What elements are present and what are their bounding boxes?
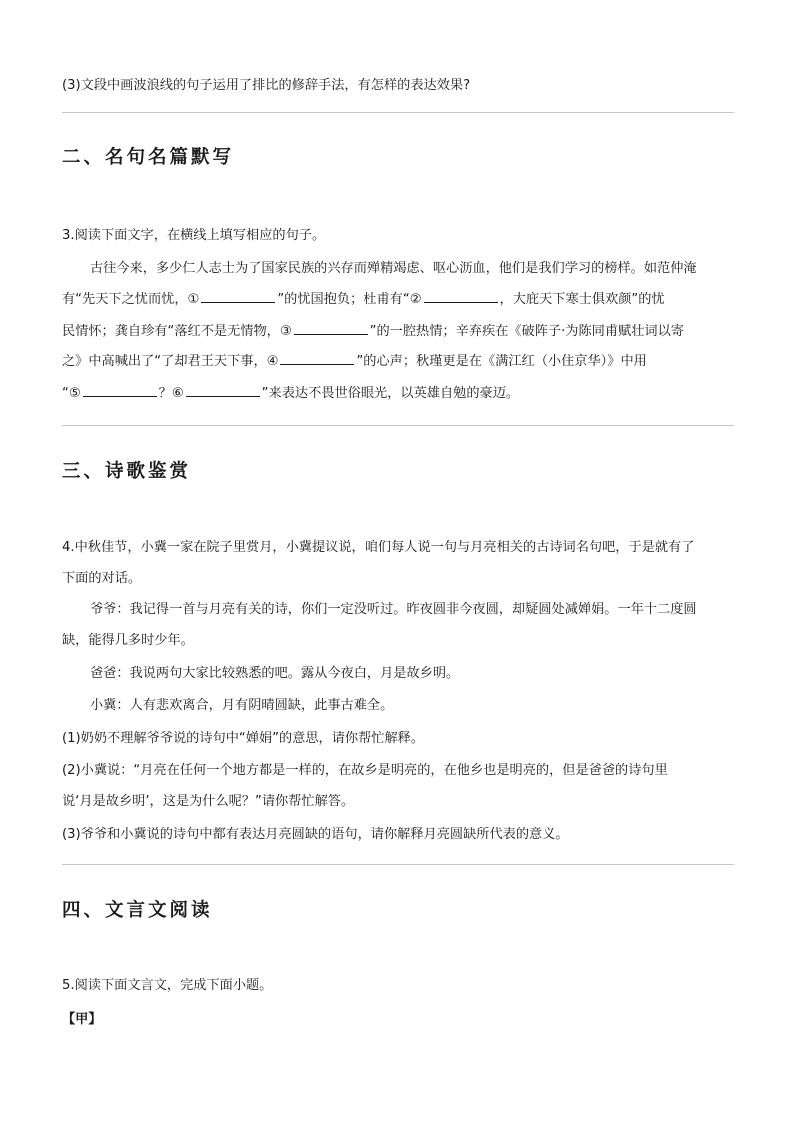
answer-blank-4[interactable]: [280, 352, 354, 365]
question-4-line: 下面的对话。: [62, 571, 142, 586]
question-3-prompt: 3.阅读下面文字，在横线上填写相应的句子。: [62, 228, 326, 243]
text-label-jia: 【甲】: [62, 1012, 102, 1027]
question-4-line: 4.中秋佳节，小冀一家在院子里赏月，小冀提议说，咱们每人说一句与月亮相关的古诗词名句吧，于是就有了: [62, 540, 695, 555]
answer-blank-3[interactable]: [294, 322, 368, 335]
section-divider: [62, 864, 734, 865]
section-divider: [62, 425, 734, 426]
question-4-sub-3: (3)爷爷和小冀说的诗句中都有表达月亮圆缺的语句，请你解释月亮圆缺所代表的意义。: [62, 827, 569, 842]
passage-line: 古往今来，多少仁人志士为了国家民族的兴存而殚精竭虑、呕心沥血，他们是我们学习的榜样。如范仲淹: [90, 261, 697, 276]
question-2-sub-3: (3)文段中画波浪线的句子运用了排比的修辞手法，有怎样的表达效果?: [62, 78, 471, 93]
question-4-sub-1: (1)奶奶不理解爷爷说的诗句中“婵娟”的意思，请你帮忙解释。: [62, 731, 425, 746]
answer-blank-6[interactable]: [186, 384, 260, 397]
section-divider: [62, 112, 734, 113]
question-4-sub-2: (2)小冀说：“月亮在任何一个地方都是一样的，在故乡是明亮的，在他乡也是明亮的，但是爸爸的诗句里: [62, 763, 668, 778]
passage-line: 民情怀；龚自珍有“落红不是无情物，③ ”的一腔热情；辛弃疾在《破阵子·为陈同甫赋壮词以寄: [62, 324, 684, 339]
answer-blank-5[interactable]: [83, 384, 157, 397]
question-4-sub-2-cont: 说‘月是故乡明’，这是为什么呢？”请你帮忙解答。: [62, 794, 355, 809]
passage-line: 之》中高喊出了“了却君王天下事，④ ”的心声；秋瑾更是在《满江红（小住京华）》中用: [62, 354, 647, 369]
section-heading-recitation: 二、名句名篇默写: [62, 147, 235, 168]
dialogue-xiaoji: 小冀：人有悲欢离合，月有阴晴圆缺，此事古难全。: [90, 698, 394, 713]
answer-blank-1[interactable]: [201, 290, 275, 303]
passage-line: 有“先天下之忧而忧，① ”的忧国抱负；杜甫有“② ，大庇天下寒士俱欢颜”的忧: [62, 292, 665, 307]
section-heading-poetry: 三、诗歌鉴赏: [62, 461, 192, 482]
dialogue-dad: 爸爸：我说两句大家比较熟悉的吧。露从今夜白，月是故乡明。: [90, 666, 460, 681]
section-heading-classical: 四、文言文阅读: [62, 900, 213, 921]
answer-blank-2[interactable]: [424, 290, 498, 303]
question-5-prompt: 5.阅读下面文言文，完成下面小题。: [62, 978, 273, 993]
passage-line: “⑤ ？⑥ ”来表达不畏世俗眼光，以英雄自勉的豪迈。: [62, 386, 520, 401]
dialogue-grandpa: 爷爷：我记得一首与月亮有关的诗，你们一定没听过。昨夜圆非今夜圆，却疑圆处减婵娟。一年十二度圆: [90, 602, 697, 617]
dialogue-grandpa-cont: 缺，能得几多时少年。: [62, 633, 194, 648]
